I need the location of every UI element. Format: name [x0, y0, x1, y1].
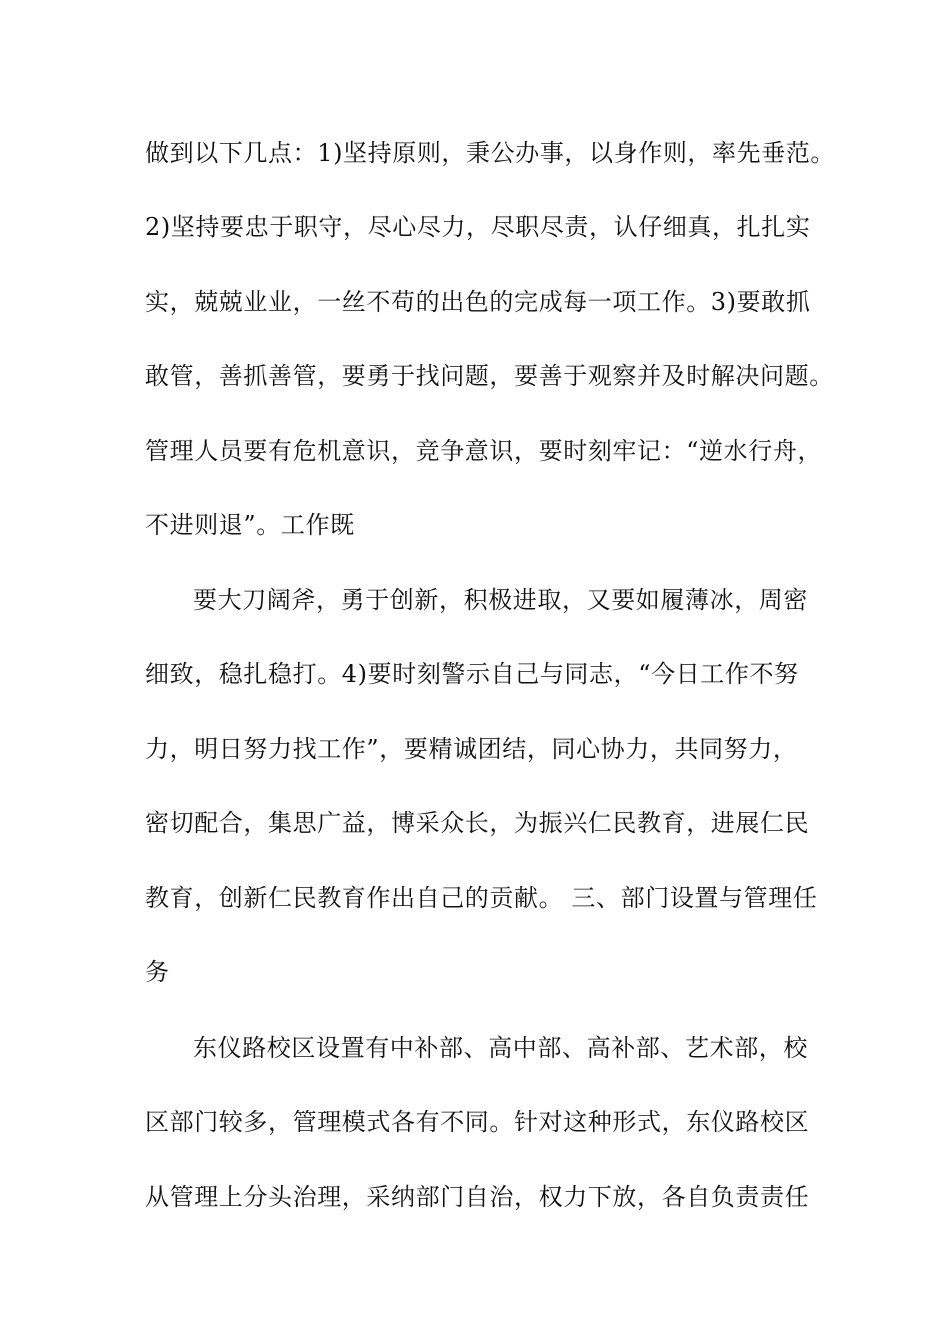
text-line-12: 务	[145, 958, 170, 986]
text-line-3: 实，兢兢业业，一丝不苟的出色的完成每一项工作。3)要敢抓	[145, 288, 811, 316]
text-line-6: 不进则退”。工作既	[145, 511, 355, 539]
text-line-15: 从管理上分头治理，采纳部门自治，权力下放，各自负责责任	[145, 1183, 810, 1211]
text-line-1: 做到以下几点：1)坚持原则，秉公办事，以身作则，率先垂范。	[145, 139, 836, 167]
text-line-11: 教育，创新仁民教育作出自己的贡献。 三、部门设置与管理任	[145, 884, 818, 912]
text-line-5: 管理人员要有危机意识，竞争意识，要时刻牢记：“逆水行舟，	[145, 437, 823, 465]
text-line-13: 东仪路校区设置有中补部、高中部、高补部、艺术部，校	[193, 1034, 808, 1062]
text-line-10: 密切配合，集思广益，博采众长，为振兴仁民教育，进展仁民	[145, 809, 810, 837]
text-line-8: 细致，稳扎稳打。4)要时刻警示自己与同志，“今日工作不努	[145, 660, 799, 688]
text-line-2: 2)坚持要忠于职守，尽心尽力，尽职尽责，认仔细真，扎扎实	[145, 213, 811, 241]
text-line-4: 敢管，善抓善管，要勇于找问题，要善于观察并及时解决问题。	[145, 362, 834, 390]
text-line-7: 要大刀阔斧，勇于创新，积极进取，又要如履薄冰，周密	[193, 586, 808, 614]
text-line-9: 力，明日努力找工作”，要精诚团结，同心协力，共同努力，	[145, 735, 798, 763]
text-line-14: 区部门较多，管理模式各有不同。针对这种形式，东仪路校区	[145, 1108, 810, 1136]
